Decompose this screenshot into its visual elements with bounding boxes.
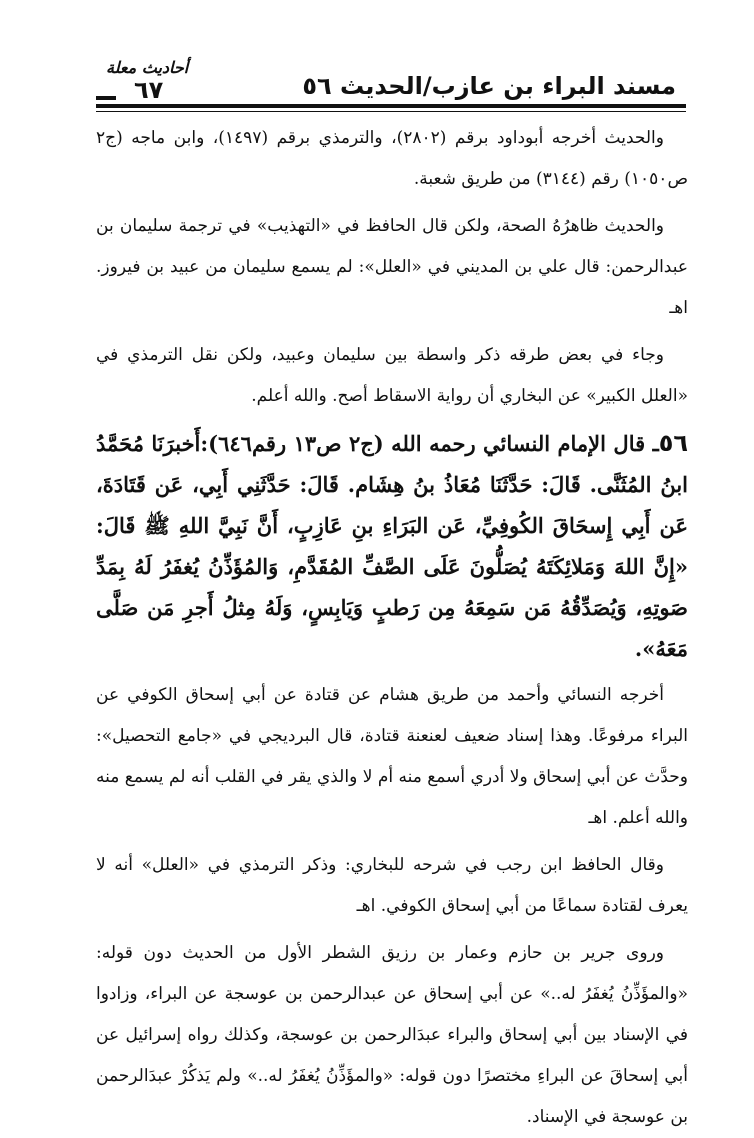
commentary-paragraph: وروى جرير بن حازم وعمار بن رزيق الشطر الأول من الحديث دون قوله: «والمؤَذِّنُ يُغفَرُ له..» عن أبي إسحاق عن عبدالرحمن بن عوسجة عن البراء، وزادوا في الإسناد بين أبي إسحاق والبراء عبدَالرحمن بن عوسجة، وكذلك رواه إسرائيل عن أبي إسحاقَ عن البراءِ مختصرًا دون قوله: «والمؤَذِّنُ يُغفَرُ له..» ولم يَذكُرْ عبدَالرحمن بن عوسجة في الإسناد. <box>96 943 688 1127</box>
page-title: مسند البراء بن عازب/الحديث ٥٦ <box>302 72 676 100</box>
commentary-paragraph: أخرجه النسائي وأحمد من طريق هشام عن قتادة عن أبي إسحاق الكوفي عن البراء مرفوعًا. وهذا إسناد ضعيف لعنعنة قتادة، قال البرديجي في «جامع التحصيل»: وحدَّث عن أبي إسحاق ولا أدري أسمع منه أم لا والذي يقر في القلب أنه لم يسمع منه والله أعلم. اهـ <box>96 685 688 828</box>
paragraph-takhrij: والحديث أخرجه أبوداود برقم (٢٨٠٢)، والترمذي برقم (١٤٩٧)، وابن ماجه (ج٢ ص١٠٥٠) رقم (٣١٤٤) من طريق شعبة. <box>96 128 688 189</box>
paragraph-ilal: والحديث ظاهرُهُ الصحة، ولكن قال الحافظ في «التهذيب» في ترجمة سليمان بن عبدالرحمن: قال علي بن المديني في «العلل»: لم يسمع سليمان من عبيد بن فيروز. اهـ <box>96 216 688 318</box>
paragraph-isqat: وجاء في بعض طرقه ذكر واسطة بين سليمان وعبيد، ولكن نقل الترمذي في «العلل الكبير» عن البخاري أن رواية الاسقاط أصح. والله أعلم. <box>96 345 688 406</box>
hadith-number: ٥٦ <box>658 429 689 457</box>
header-rule-thin <box>96 111 686 112</box>
page-number: ٦٧ <box>134 76 164 104</box>
commentary-paragraph: وقال الحافظ ابن رجب في شرحه للبخاري: وذكر الترمذي في «العلل» أنه لا يعرف لقتادة سماعًا من أبي إسحاق الكوفي. اهـ <box>96 855 688 916</box>
page-number-dash <box>96 96 116 100</box>
header-rule-thick <box>96 104 686 108</box>
running-head: أحاديث معلة <box>106 58 189 77</box>
page-header <box>96 56 686 114</box>
page-body <box>96 118 688 1138</box>
hadith-block <box>96 423 688 669</box>
hadith-text: أَخبرَنَا مُحَمَّدُ ابنُ المُثَنَّى. قَالَ: حَدَّثَنَا مُعَاذُ بنُ هِشَام. قَالَ: حَدَّثَنِي أَبِي، عَن قَتَادَةَ، عَن أَبِي إِسحَاقَ الكُوفِيِّ، عَن البَرَاءِ بنِ عَازِبٍ، أَنَّ نَبِيَّ اللهِ ﷺ قَالَ: «إِنَّ اللهَ وَمَلائِكَتَهُ يُصَلُّونَ عَلَى الصَّفِّ المُقَدَّمِ، وَالمُؤَذِّنُ يُغفَرُ لَهُ بِمَدِّ صَوتِهِ، وَيُصَدِّقُهُ مَن سَمِعَهُ مِن رَطبٍ وَيَابِسٍ، وَلَهُ مِثلُ أَجرِ مَن صَلَّى مَعَهُ». <box>96 431 688 661</box>
hadith-heading: ـ قال الإمام النسائي رحمه الله (ج٢ ص١٣ رقم٦٤٦): <box>200 431 659 456</box>
